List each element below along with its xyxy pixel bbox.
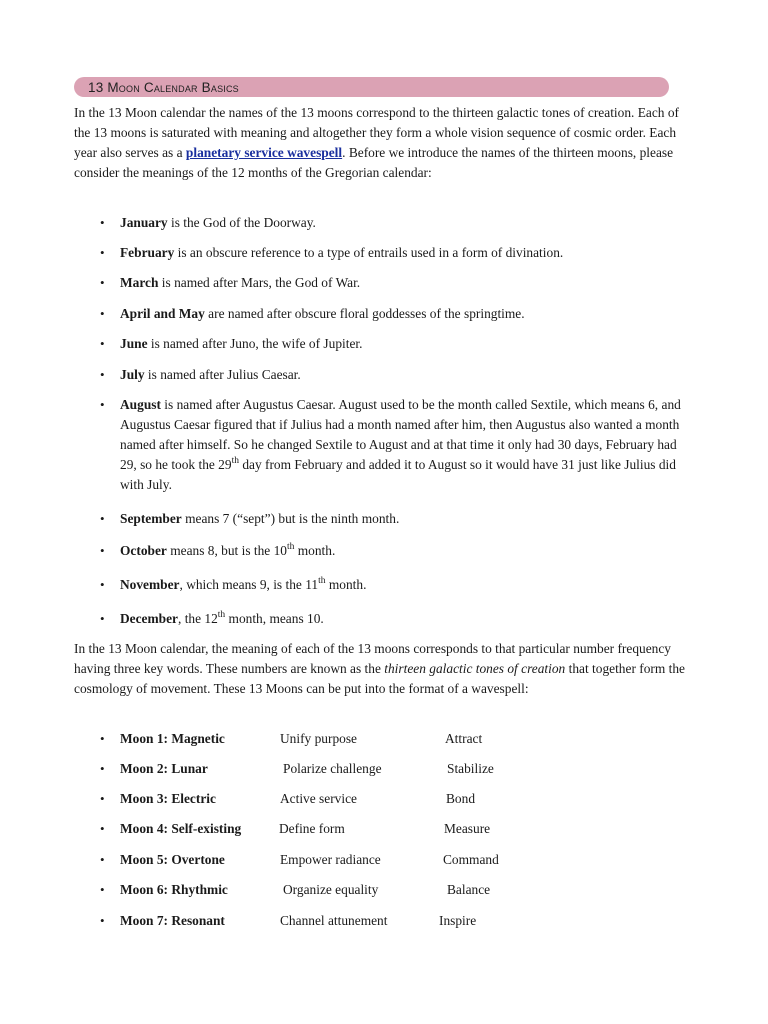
ordinal-suffix: th <box>287 542 295 552</box>
bullet-glyph: • <box>100 761 105 776</box>
moon-name: Moon 2: Lunar <box>120 761 208 776</box>
month-description: , which means 9, is the 11 <box>179 577 319 592</box>
bullet-glyph: • <box>100 543 105 558</box>
month-description-end: month, means 10. <box>225 611 324 626</box>
section-heading: 13 Moon Calendar Basics <box>88 80 239 95</box>
moon-keyword-2: Attract <box>445 731 483 746</box>
moon-keyword-1: Empower radiance <box>280 852 381 867</box>
planetary-service-wavespell-link[interactable]: planetary service wavespell <box>185 145 343 160</box>
month-description: are named after obscure floral goddesses of the springtime. <box>204 306 525 321</box>
month-name: March <box>120 275 159 290</box>
bullet-glyph: • <box>100 397 105 412</box>
wavespell-text-start: In the 13 Moon calendar, the meaning of each of the 13 moons corresponds to that particular number frequency having three key words. These numbers are known as the <box>74 641 672 676</box>
section-heading-bar <box>74 77 669 97</box>
ordinal-suffix: th <box>318 576 326 586</box>
moon-keyword-2: Command <box>443 852 499 867</box>
moon-keyword-2: Inspire <box>439 913 477 928</box>
intro-text-start: In the 13 Moon calendar the names of the 13 moons correspond to the thirteen galactic tones of creation. Each of the 13 moons is saturated with meaning and altogether they form a whole vision sequence of cosmic order. Each year also serves as a <box>74 105 679 160</box>
bullet-glyph: • <box>100 336 105 351</box>
moon-keyword-2: Bond <box>446 791 476 806</box>
month-name: October <box>120 543 167 558</box>
ordinal-suffix: th <box>231 456 239 466</box>
moon-keyword-1: Unify purpose <box>280 731 357 746</box>
month-description: means 8, but is the 10 <box>166 543 287 558</box>
month-name: December <box>120 611 178 626</box>
ordinal-suffix: th <box>217 610 226 620</box>
bullet-glyph: • <box>100 306 105 321</box>
month-name: July <box>120 367 145 382</box>
month-description: means 7 (“sept”) but is the ninth month. <box>181 511 400 526</box>
bullet-glyph: • <box>100 791 105 806</box>
month-description: is the God of the Doorway. <box>167 215 316 230</box>
month-name: August <box>120 397 161 412</box>
moon-keyword-1: Channel attunement <box>280 913 388 928</box>
month-name: November <box>120 577 180 592</box>
month-description: is named after Mars, the God of War. <box>158 275 361 290</box>
month-description: is named after Augustus Caesar. August used to be the month called Sextile, which means 6, and Augustus Caesar figured that if Julius had a month named after him, then Augustus also wanted a month named after himself. So he changed Sextile to August and at that time it only had 30 days, February had 29, so he took the 29 <box>120 397 681 472</box>
month-name: February <box>120 245 175 260</box>
moon-name: Moon 5: Overtone <box>120 852 225 867</box>
moon-name: Moon 7: Resonant <box>120 913 225 928</box>
moon-keyword-2: Balance <box>447 882 491 897</box>
bullet-glyph: • <box>100 577 105 592</box>
intro-paragraph <box>74 103 694 183</box>
bullet-glyph: • <box>100 511 105 526</box>
bullet-glyph: • <box>100 821 105 836</box>
bullet-glyph: • <box>100 611 105 626</box>
moon-name: Moon 3: Electric <box>120 791 216 806</box>
month-name: September <box>120 511 182 526</box>
bullet-glyph: • <box>100 275 105 290</box>
month-name: June <box>120 336 148 351</box>
moon-name: Moon 4: Self-existing <box>120 821 242 836</box>
wavespell-text-end: that together form the cosmology of movement. These 13 Moons can be put into the format of a wavespell: <box>74 661 685 696</box>
moon-keyword-1: Polarize challenge <box>283 761 382 776</box>
month-description-end: month. <box>325 577 367 592</box>
moon-name: Moon 6: Rhythmic <box>120 882 228 897</box>
moon-name: Moon 1: Magnetic <box>120 731 225 746</box>
bullet-glyph: • <box>100 245 105 260</box>
bullet-glyph: • <box>100 731 105 746</box>
month-name: January <box>120 215 168 230</box>
month-description-end: month. <box>294 543 336 558</box>
moon-keyword-1: Define form <box>279 821 345 836</box>
bullet-glyph: • <box>100 367 105 382</box>
month-name: April and May <box>120 306 205 321</box>
wavespell-paragraph <box>74 639 694 699</box>
moon-keyword-2: Stabilize <box>447 761 494 776</box>
intro-text-end: . Before we introduce the names of the thirteen moons, please consider the meanings of the 12 months of the Gregorian calendar: <box>74 145 674 180</box>
month-description-end: day from February and added it to August so it would have 31 just like Julius did with July. <box>120 457 676 492</box>
month-description: is an obscure reference to a type of entrails used in a form of divination. <box>174 245 564 260</box>
bullet-glyph: • <box>100 882 105 897</box>
bullet-glyph: • <box>100 852 105 867</box>
bullet-glyph: • <box>100 913 105 928</box>
month-description: , the 12 <box>178 611 218 626</box>
moon-keyword-1: Organize equality <box>283 882 379 897</box>
galactic-tones-phrase: thirteen galactic tones of creation <box>384 661 566 676</box>
moon-keyword-1: Active service <box>280 791 357 806</box>
month-description: is named after Juno, the wife of Jupiter. <box>147 336 363 351</box>
moon-keyword-2: Measure <box>444 821 491 836</box>
month-description: is named after Julius Caesar. <box>144 367 301 382</box>
bullet-glyph: • <box>100 215 105 230</box>
